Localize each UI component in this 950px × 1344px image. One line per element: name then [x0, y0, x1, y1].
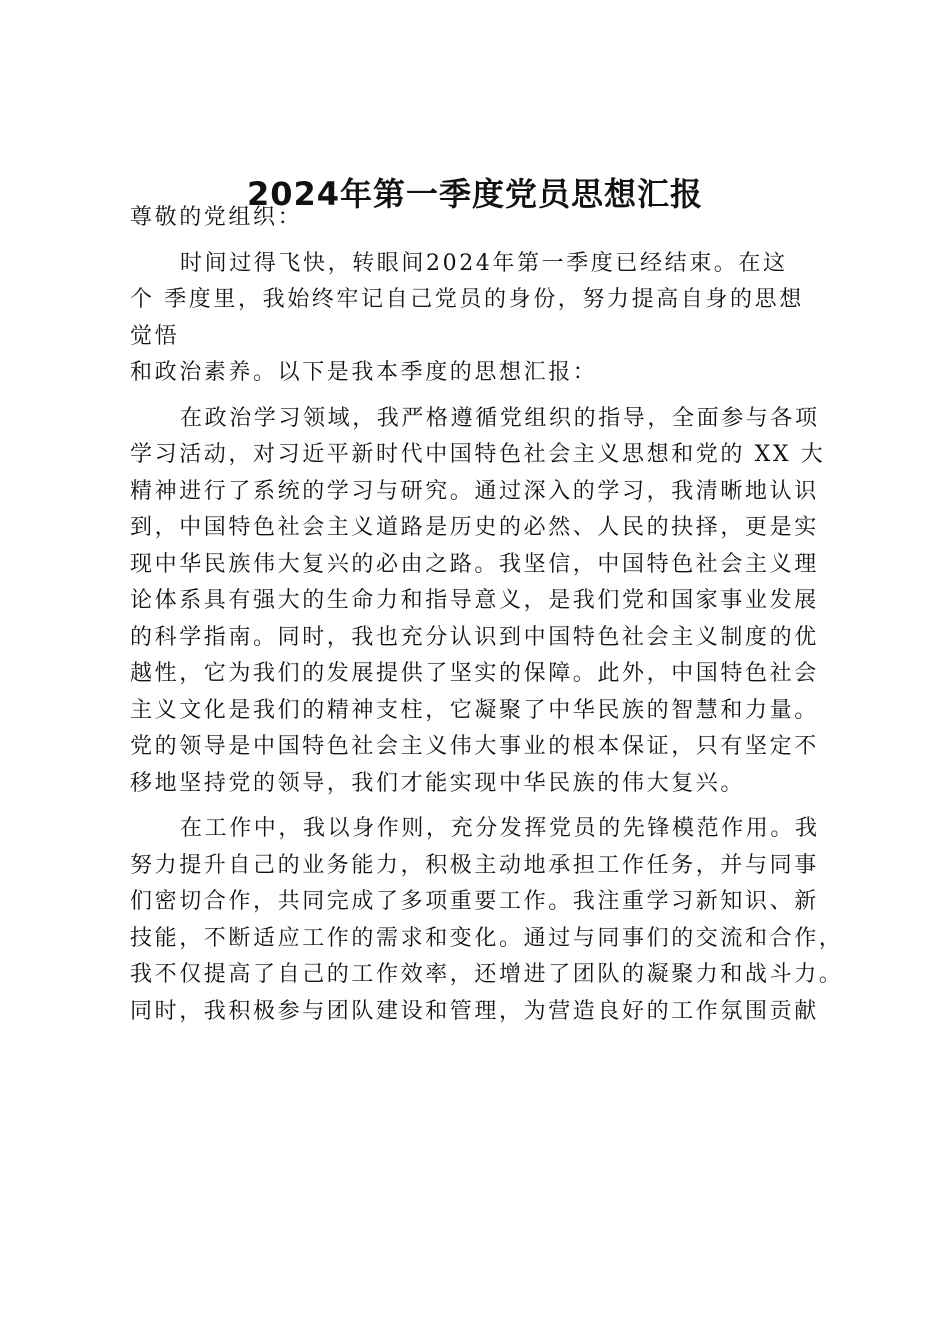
paragraph-work	[130, 811, 844, 1030]
paragraph-line: 和政治素养。以下是我本季度的思想汇报：	[130, 360, 598, 385]
paragraph-political-study	[130, 401, 830, 803]
paragraph-line: 觉悟	[130, 323, 180, 349]
document-body	[130, 200, 844, 1030]
paragraph-line: 学习活动，对习近平新时代中国特色社会主义思想和党的 XX 大	[130, 442, 826, 467]
paragraph-line: 们密切合作，共同完成了多项重要工作。我注重学习新知识、新	[130, 889, 819, 914]
paragraph-line: 我不仅提高了自己的工作效率，还增进了团队的凝聚力和战斗力。	[130, 962, 844, 987]
paragraph-line: 精神进行了系统的学习与研究。通过深入的学习，我清晰地认识	[130, 478, 819, 504]
paragraph-line: 在政治学习领域，我严格遵循党组织的指导，全面参与各项	[180, 405, 820, 431]
paragraph-line: 到，中国特色社会主义道路是历史的必然、人民的抉择，更是实	[130, 515, 819, 540]
paragraph-intro	[130, 246, 830, 392]
paragraph-line: 主义文化是我们的精神支柱，它凝聚了中华民族的智慧和力量。	[130, 697, 819, 723]
paragraph-line: 同时，我积极参与团队建设和管理，为营造良好的工作氛围贡献	[130, 998, 819, 1024]
salutation: 尊敬的党组织：	[130, 205, 303, 230]
paragraph-line: 个 季度里，我始终牢记自己党员的身份，努力提高自身的思想	[130, 287, 804, 312]
paragraph-line: 越性，它为我们的发展提供了坚实的保障。此外，中国特色社会	[130, 661, 819, 686]
paragraph-line: 努力提升自己的业务能力，积极主动地承担工作任务，并与同事	[130, 852, 819, 878]
paragraph-line: 的科学指南。同时，我也充分认识到中国特色社会主义制度的优	[130, 624, 819, 650]
document-title: 2024年第一季度党员思想汇报	[246, 175, 704, 213]
paragraph-line: 移地坚持党的领导，我们才能实现中华民族的伟大复兴。	[130, 770, 746, 796]
paragraph-line: 现中华民族伟大复兴的必由之路。我坚信，中国特色社会主义理	[130, 551, 819, 577]
paragraph-line: 党的领导是中国特色社会主义伟大事业的根本保证，只有坚定不	[130, 734, 819, 759]
paragraph-line: 时间过得飞快，转眼间2024年第一季度已经结束。在这	[180, 250, 788, 276]
paragraph-line: 技能，不断适应工作的需求和变化。通过与同事们的交流和合作，	[130, 925, 844, 951]
paragraph-line: 在工作中，我以身作则，充分发挥党员的先锋模范作用。我	[180, 816, 820, 841]
paragraph-line: 论体系具有强大的生命力和指导意义，是我们党和国家事业发展	[130, 588, 819, 613]
